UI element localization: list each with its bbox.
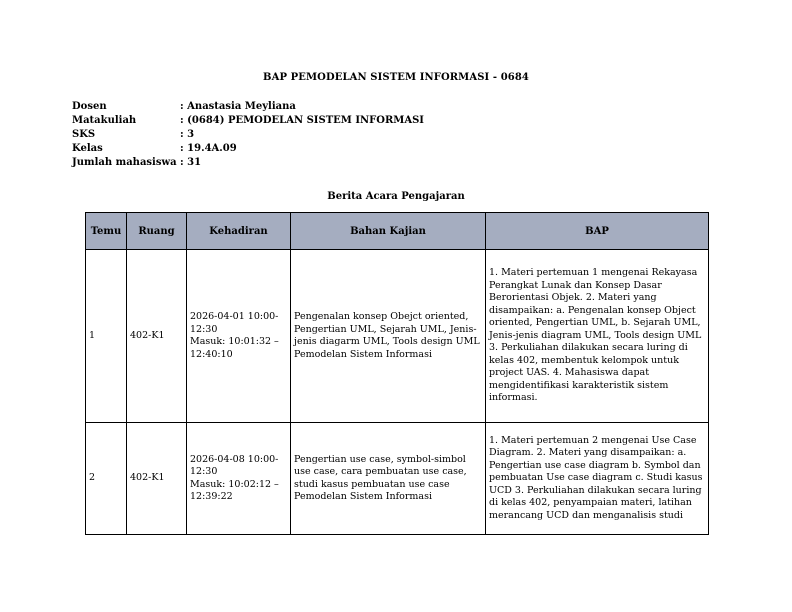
bahan-matakuliah: Pemodelan Sistem Informasi <box>294 348 432 360</box>
document-title: BAP PEMODELAN SISTEM INFORMASI - 0684 <box>263 72 529 83</box>
cell-bap: 1. Materi pertemuan 1 mengenai Rekayasa Perangkat Lunak dan Konsep Dasar Berorientasi Objek. 2. Materi yang disampaikan: a. Pengenalan konsep Object oriented, Pengertian UML, b. Sejarah UML, Jenis-jenis diagram UML, Tools design UML 3. Perkuliahan dilakukan secara luring di kelas 402, membentuk kelompok untuk project UAS. 4. Mahasiswa dapat mengidentifikasi karakteristik sistem informasi. <box>486 250 709 423</box>
info-label: Dosen <box>72 101 107 112</box>
header-bahan-kajian: Bahan Kajian <box>291 213 486 250</box>
info-row-dosen <box>72 100 424 114</box>
info-row-jumlah-mahasiswa <box>72 156 424 170</box>
cell-kehadiran <box>187 250 291 423</box>
info-value: : 3 <box>180 129 195 140</box>
cell-ruang: 402-K1 <box>127 423 187 535</box>
info-label: SKS <box>72 129 96 140</box>
info-label: Kelas <box>72 143 103 154</box>
kehadiran-jadwal: 2026-04-08 10:00-12:30 <box>190 453 279 477</box>
header-bap: BAP <box>486 213 709 250</box>
info-label: Matakuliah <box>72 115 137 126</box>
info-row-sks <box>72 128 424 142</box>
cell-temu: 1 <box>86 250 127 423</box>
kehadiran-masuk: Masuk: 10:02:12 – 12:39:22 <box>190 478 279 502</box>
bap-table <box>85 212 709 535</box>
table-row <box>86 423 709 535</box>
info-value: : Anastasia Meyliana <box>180 101 296 112</box>
info-value: : 19.4A.09 <box>180 143 237 154</box>
info-row-kelas <box>72 142 424 156</box>
table-row <box>86 250 709 423</box>
cell-kehadiran <box>187 423 291 535</box>
header-ruang: Ruang <box>127 213 187 250</box>
info-value: : (0684) PEMODELAN SISTEM INFORMASI <box>180 115 424 126</box>
kehadiran-masuk: Masuk: 10:01:32 – 12:40:10 <box>190 336 279 360</box>
table-caption: Berita Acara Pengajaran <box>327 191 465 202</box>
bahan-matakuliah: Pemodelan Sistem Informasi <box>294 491 432 502</box>
header-kehadiran: Kehadiran <box>187 213 291 250</box>
bahan-topik: Pengertian use case, symbol-simbol use case, cara pembuatan use case, studi kasus pembuatan use case <box>294 453 467 490</box>
bahan-topik: Pengenalan konsep Obejct oriented, Pengertian UML, Sejarah UML, Jenis-jenis diagarm UML, Tools design UML <box>294 311 480 347</box>
cell-bahan-kajian <box>291 250 486 423</box>
header-temu: Temu <box>86 213 127 250</box>
cell-bap: 1. Materi pertemuan 2 mengenai Use Case Diagram. 2. Materi yang disampaikan: a. Pengertian use case diagram b. Symbol dan pembuatan Use case diagram c. Studi kasus UCD 3. Perkuliahan dilakukan secara luring di kelas 402, penyampaian materi, latihan merancang UCD dan menganalisis studi <box>486 423 709 535</box>
course-info <box>72 100 424 170</box>
info-value: : 31 <box>180 157 202 168</box>
cell-ruang: 402-K1 <box>127 250 187 423</box>
kehadiran-jadwal: 2026-04-01 10:00-12:30 <box>190 311 279 335</box>
info-label: Jumlah mahasiswa <box>72 157 177 168</box>
info-row-matakuliah <box>72 114 424 128</box>
table-header-row <box>86 213 709 250</box>
cell-temu: 2 <box>86 423 127 535</box>
cell-bahan-kajian <box>291 423 486 535</box>
